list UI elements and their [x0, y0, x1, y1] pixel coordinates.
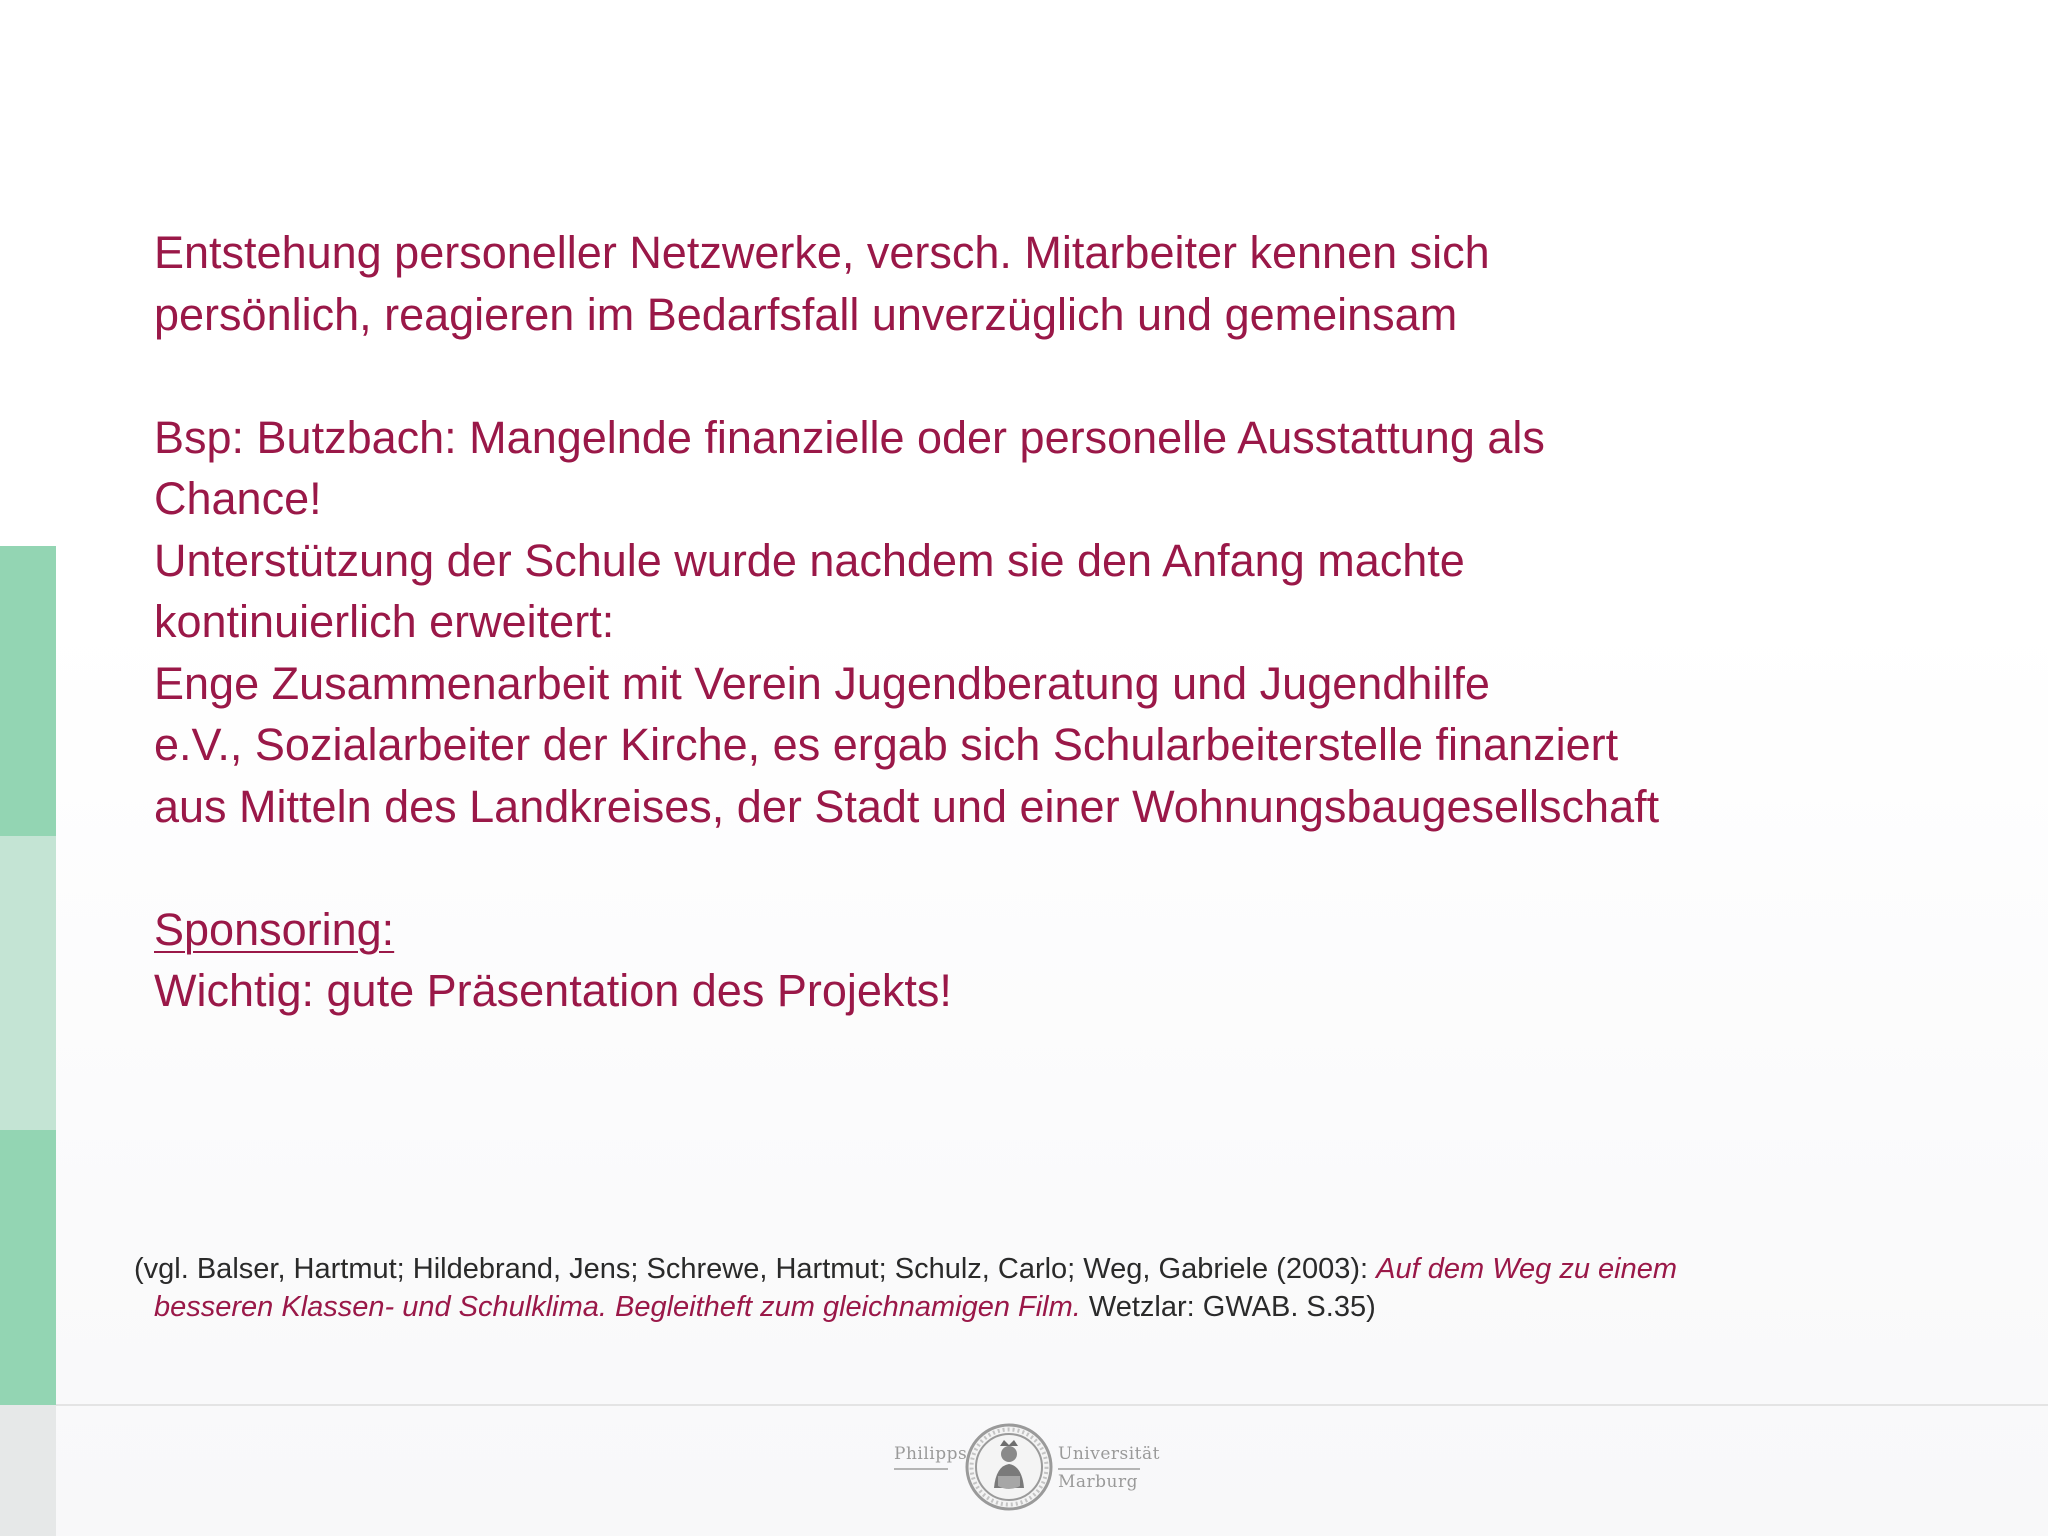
- sponsoring-heading: Sponsoring:: [154, 903, 395, 955]
- body-line: kontinuierlich erweitert:: [154, 596, 615, 647]
- logo-word-marburg: Marburg: [1058, 1472, 1139, 1492]
- body-line: Entstehung personeller Netzwerke, versch. Mitarbeiter kennen sich: [154, 227, 1490, 278]
- body-line: e.V., Sozialarbeiter der Kirche, es ergab sich Schularbeiterstelle finanziert: [154, 719, 1619, 770]
- sidebar-accent-light-green: [0, 836, 56, 1130]
- citation-publisher: Wetzlar: GWAB. S.35): [1080, 1291, 1376, 1323]
- university-logo: [890, 1418, 1160, 1518]
- body-line: Chance!: [154, 473, 322, 524]
- sponsoring-text: Wichtig: gute Präsentation des Projekts!: [154, 965, 952, 1016]
- paragraph-gap: [154, 345, 1934, 407]
- sidebar-accent-grey: [0, 1405, 56, 1536]
- sidebar-accent-green-top: [0, 546, 56, 836]
- body-line: persönlich, reagieren im Bedarfsfall unverzüglich und gemeinsam: [154, 288, 1458, 340]
- citation-line-1: [134, 1250, 1894, 1288]
- body-line: Bsp: Butzbach: Mangelnde finanzielle oder personelle Ausstattung als: [154, 411, 1545, 463]
- citation-authors: (vgl. Balser, Hartmut; Hildebrand, Jens; Schrewe, Hartmut; Schulz, Carlo; Weg, Gabriele (2003):: [134, 1253, 1377, 1285]
- footer-divider: [56, 1404, 2048, 1406]
- logo-word-philipps: Philipps: [894, 1444, 968, 1464]
- university-seal-icon: [964, 1422, 1054, 1512]
- citation: [134, 1250, 1894, 1326]
- paragraph-gap: [154, 837, 1934, 899]
- logo-rule-left: [894, 1468, 948, 1470]
- citation-title-part-2: besseren Klassen- und Schulklima. Begleitheft zum gleichnamigen Film.: [154, 1291, 1081, 1323]
- sidebar-accent-green-bottom: [0, 1130, 56, 1405]
- body-line: Enge Zusammenarbeit mit Verein Jugendberatung und Jugendhilfe: [154, 657, 1490, 709]
- logo-word-universitaet: Universität: [1058, 1444, 1160, 1464]
- logo-rule-right: [1058, 1468, 1140, 1470]
- citation-line-2: [134, 1288, 1894, 1326]
- slide-body: [154, 222, 1934, 1022]
- body-line: aus Mitteln des Landkreises, der Stadt und einer Wohnungsbaugesellschaft: [154, 780, 1660, 832]
- citation-title-part-1: Auf dem Weg zu einem: [1376, 1253, 1678, 1285]
- body-line: Unterstützung der Schule wurde nachdem sie den Anfang machte: [154, 534, 1465, 586]
